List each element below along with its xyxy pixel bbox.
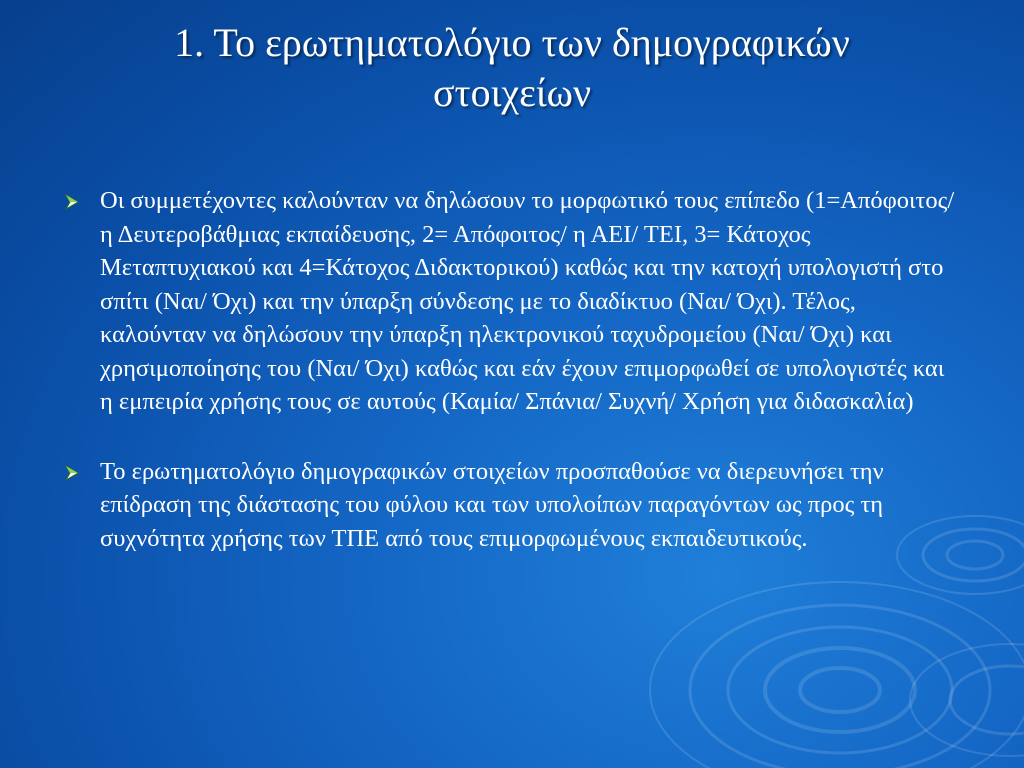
slide-title-line-1: 1. Το ερωτηματολόγιο των δημογραφικών <box>174 20 850 65</box>
arrow-bullet-icon <box>64 194 80 210</box>
bullet-item-education <box>62 184 962 419</box>
bullet-item-purpose <box>62 455 962 556</box>
slide-title-line-2: στοιχείων <box>432 70 592 115</box>
bullet-text: Οι συμμετέχοντες καλούνταν να δηλώσουν το μορφωτικό τους επίπεδο (1=Απόφοιτος/η Δευτεροβάθμιας εκπαίδευσης, 2= Απόφοιτος/ η ΑΕΙ/ ΤΕΙ, 3= Κάτοχος Μεταπτυχιακού και 4=Κάτοχος Διδακτορικού) καθώς και την κατοχή υπολογιστή στο σπίτι (Ναι/ Όχι) και την ύπαρξη σύνδεσης με το διαδίκτυο (Ναι/ Όχι). Τέλος, καλούνταν να δηλώσουν την ύπαρξη ηλεκτρονικού ταχυδρομείου (Ναι/ Όχι) και χρησιμοποίησης του (Ναι/ Όχι) καθώς και εάν έχουν επιμορφωθεί σε υπολογιστές και η εμπειρία χρήσης τους σε αυτούς (Καμία/ Σπάνια/ Συχνή/ Χρήση για διδασκαλία) <box>100 187 955 415</box>
bullet-text: Το ερωτηματολόγιο δημογραφικών στοιχείων προσπαθούσε να διερευνήσει την επίδραση της διάστασης του φύλου και των υπολοίπων παραγόντων ως προς τη συχνότητα χρήσης των ΤΠΕ από τους επιμορφωμένους εκπαιδευτικούς. <box>100 457 884 552</box>
arrow-bullet-icon <box>64 465 80 481</box>
bullet-list <box>62 184 962 591</box>
slide-title <box>60 18 964 118</box>
